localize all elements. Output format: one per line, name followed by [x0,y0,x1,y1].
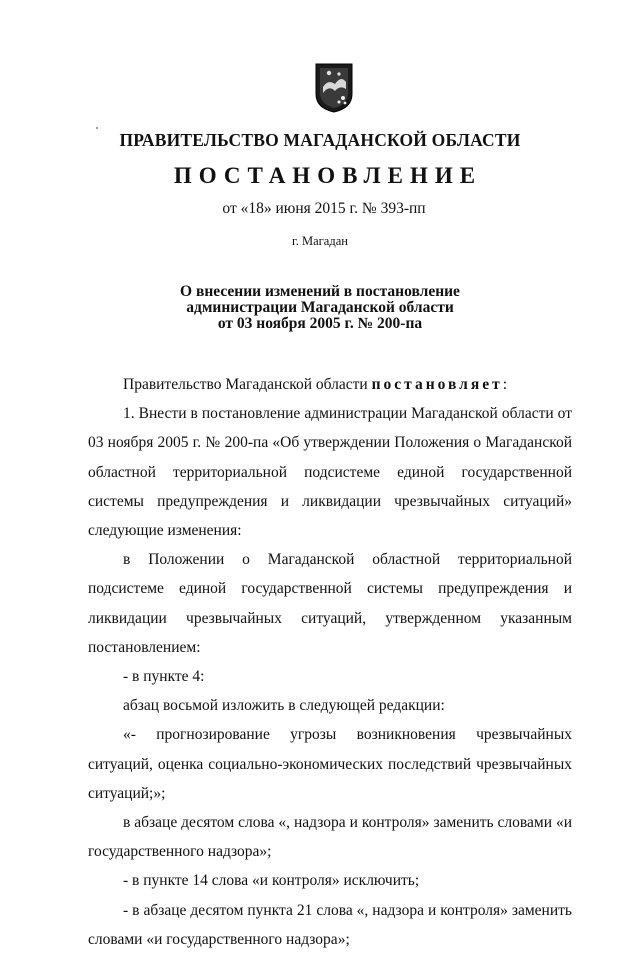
document-type: ПОСТАНОВЛЕНИЕ [173,163,483,188]
coat-of-arms-icon [315,63,353,113]
document-city: г. Магадан [292,234,348,248]
organization-title: ПРАВИТЕЛЬСТВО МАГАДАНСКОЙ ОБЛАСТИ [119,130,521,150]
body-paragraph: - в пункте 14 слова «и контроля» исключить; [123,872,420,890]
subject-line: от 03 ноября 2005 г. № 200-па [217,315,423,332]
preamble-colon: : [502,376,508,393]
body-paragraph: - в пункте 4: [123,668,205,686]
body-paragraph: - в абзаце десятом пункта 21 слова «, надзора и контроля» заменить словами «и государственного надзора»; [88,901,572,948]
document-body [88,370,572,954]
document-subject [0,284,640,332]
subject-line: администрации Магаданской области [186,299,454,316]
preamble-keyword: постановляет [371,376,503,393]
preamble-text: Правительство Магаданской области [123,376,372,393]
body-paragraph: 1. Внести в постановление администрации Магаданской области от 03 ноября 2005 г. № 200-па «Об утверждении Положения о Магаданской областной территориальной подсистеме единой государственной системы предупреждения и ликвидации чрезвычайных ситуаций» следующие изменения: [88,405,572,540]
document-date-number: от «18» июня 2015 г. № 393-пп [222,200,426,217]
body-paragraph: в Положении о Магаданской областной территориальной подсистеме единой государственной системы предупреждения и ликвидации чрезвычайных ситуаций, утвержденном указанным постановлением: [88,551,572,656]
scan-speck [96,127,98,129]
body-paragraph: в абзаце десятом слова «, надзора и контроля» заменить словами «и государственного надзора»; [88,814,572,861]
preamble-paragraph [88,370,572,399]
body-paragraph: «- прогнозирование угрозы возникновения чрезвычайных ситуаций, оценка социально-экономических последствий чрезвычайных ситуаций;»; [88,726,572,802]
subject-line: О внесении изменений в постановление [180,283,460,300]
body-paragraph: абзац восьмой изложить в следующей редакции: [123,697,445,715]
